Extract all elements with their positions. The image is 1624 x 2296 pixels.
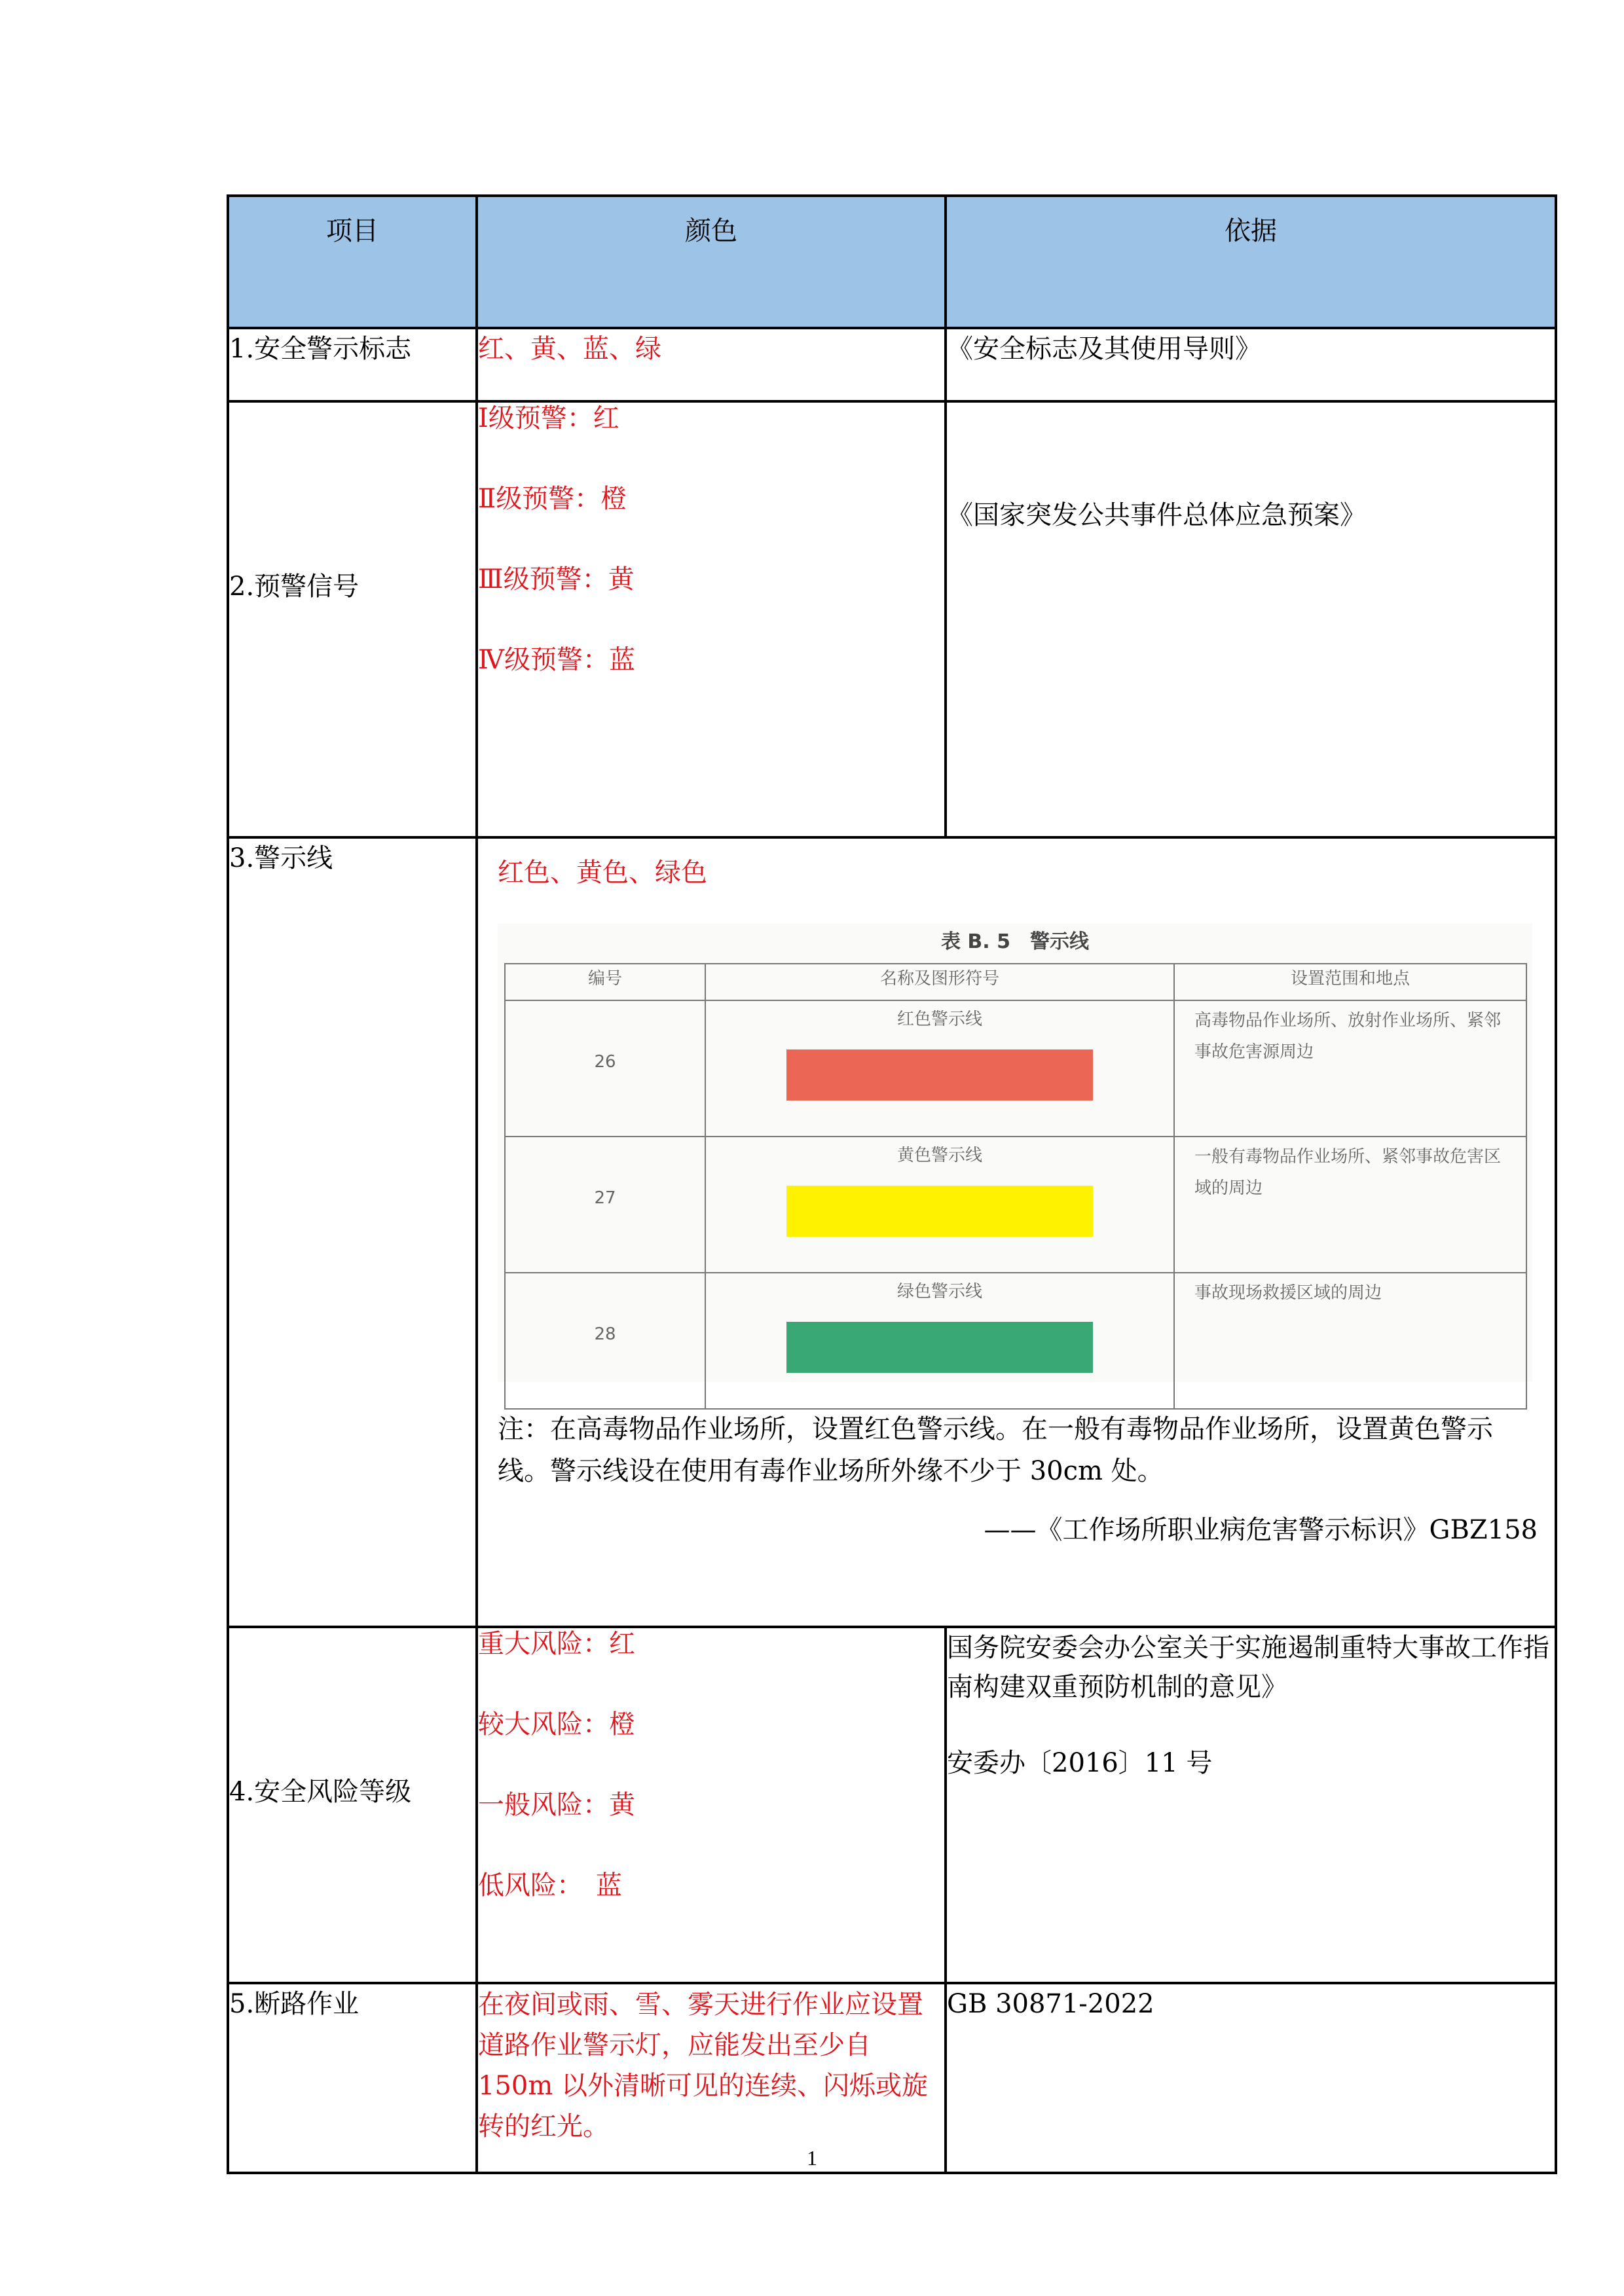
basis-cell: GB 30871-2022 (946, 1983, 1556, 2173)
page-number: 1 (807, 2146, 817, 2170)
color-cell: 在夜间或雨、雪、雾天进行作业应设置道路作业警示灯，应能发出至少自 150m 以外清晰可见的连续、闪烁或旋转的红光。 (477, 1983, 946, 2173)
table-row (228, 328, 1556, 401)
table-b5 (504, 963, 1527, 1410)
color-standards-table (227, 194, 1557, 2174)
red-warning-line-swatch (786, 1049, 1093, 1101)
item-cell: 3.警示线 (228, 837, 477, 1627)
header-basis: 依据 (946, 196, 1556, 328)
warning-level: Ⅰ级预警：红 (478, 403, 619, 433)
basis-text: 国务院安委会办公室关于实施遏制重特大事故工作指南构建双重预防机制的意见》 (947, 1633, 1549, 1702)
risk-level: 低风险： 蓝 (478, 1870, 622, 1901)
table-b5-header (505, 964, 1526, 1000)
b5-name: 红色警示线 (896, 1010, 982, 1029)
warning-level: Ⅲ级预警：黄 (478, 564, 635, 594)
warning-line-cell (477, 837, 1556, 1627)
header-color: 颜色 (477, 196, 946, 328)
table-row (228, 837, 1556, 1627)
table-b5-image (498, 924, 1532, 1382)
b5-location: 高毒物品作业场所、放射作业场所、紧邻事故危害源周边 (1174, 1000, 1526, 1137)
table-row (228, 1983, 1556, 2173)
color-cell (477, 1627, 946, 1983)
color-text: 红色、黄色、绿色 (498, 858, 707, 888)
header-row (228, 196, 1556, 328)
warning-line-note: 注：在高毒物品作业场所，设置红色警示线。在一般有毒物品作业场所，设置黄色警示线。警示线设在使用有毒作业场所外缘不少于 30cm 处。 (498, 1414, 1493, 1486)
item-cell: 5.断路作业 (228, 1983, 477, 2173)
color-cell: 红、黄、蓝、绿 (477, 328, 946, 401)
table-row (228, 401, 1556, 837)
b5-num: 28 (505, 1273, 705, 1409)
basis-cell: 《国家突发公共事件总体应急预案》 (946, 401, 1556, 837)
warning-level: Ⅳ级预警：蓝 (478, 645, 635, 675)
warning-level: Ⅱ级预警：橙 (478, 484, 627, 514)
b5-header-location: 设置范围和地点 (1174, 964, 1526, 1000)
b5-name-cell (705, 1137, 1174, 1273)
basis-cell: 《安全标志及其使用导则》 (946, 328, 1556, 401)
b5-location: 事故现场救援区域的周边 (1174, 1273, 1526, 1409)
table-b5-row (505, 1273, 1526, 1409)
item-cell: 4.安全风险等级 (228, 1627, 477, 1983)
table-b5-title: 表 B. 5 警示线 (940, 930, 1090, 953)
item-cell: 1.安全警示标志 (228, 328, 477, 401)
b5-name-cell (705, 1000, 1174, 1137)
item-cell: 2.预警信号 (228, 401, 477, 837)
color-cell (477, 401, 946, 837)
risk-level: 重大风险：红 (478, 1629, 635, 1659)
b5-header-num: 编号 (505, 964, 705, 1000)
b5-name: 绿色警示线 (896, 1282, 982, 1302)
basis-doc-number: 安委办〔2016〕11 号 (947, 1748, 1213, 1778)
table-row (228, 1627, 1556, 1983)
b5-name-cell (705, 1273, 1174, 1409)
basis-cell (946, 1627, 1556, 1983)
b5-num: 26 (505, 1000, 705, 1137)
b5-header-name: 名称及图形符号 (705, 964, 1174, 1000)
yellow-warning-line-swatch (786, 1186, 1093, 1237)
b5-name: 黄色警示线 (896, 1146, 982, 1165)
b5-location: 一般有毒物品作业场所、紧邻事故危害区域的周边 (1174, 1137, 1526, 1273)
b5-num: 27 (505, 1137, 705, 1273)
table-b5-row (505, 1137, 1526, 1273)
warning-line-source: ——《工作场所职业病危害警示标识》GBZ158 (984, 1515, 1538, 1545)
risk-level: 一般风险：黄 (478, 1790, 635, 1820)
header-item: 项目 (228, 196, 477, 328)
table-b5-row (505, 1000, 1526, 1137)
risk-level: 较大风险：橙 (478, 1709, 635, 1740)
green-warning-line-swatch (786, 1322, 1093, 1373)
